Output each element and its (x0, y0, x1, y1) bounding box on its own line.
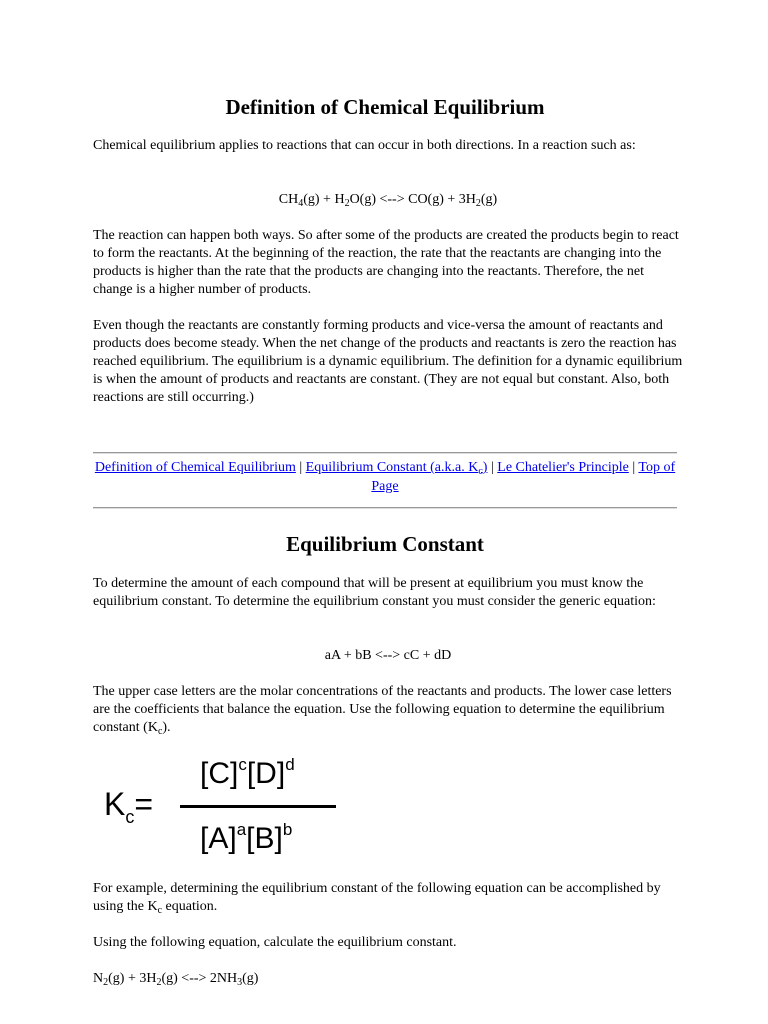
paragraph-text-end: equation. (162, 899, 218, 914)
denominator-term-b: [B] (246, 822, 283, 855)
paragraph-subscript: c (157, 726, 163, 737)
paragraph-text: For example, determining the equilibrium constant of the following equation can be accomplished by using the K (93, 881, 661, 914)
fraction-bar (180, 805, 336, 808)
section-title-definition: Definition of Chemical Equilibrium (225, 95, 545, 119)
example-paragraph (93, 880, 683, 916)
nav-link-text: Equilibrium Constant (a.k.a. K (305, 460, 479, 475)
intro-paragraph: Chemical equilibrium applies to reactions that can occur in both directions. In a reaction such as: (93, 138, 636, 153)
denominator-term-a: [A] (200, 822, 237, 855)
nav-top-divider (93, 452, 677, 454)
numerator-term-d: [D] (246, 757, 286, 790)
eq-subscript: 2 (156, 977, 162, 988)
section-nav (93, 458, 677, 496)
eq-part: CH (278, 192, 299, 207)
nav-link-definition[interactable]: Definition of Chemical Equilibrium (94, 460, 296, 475)
constant-intro-paragraph: To determine the amount of each compound that will be present at equilibrium you must know the equilibrium constant. To determine the equilibrium constant you must consider the generic equation: (93, 576, 656, 609)
paragraph-text-end: ). (162, 720, 171, 735)
kc-equals: = (134, 786, 154, 822)
exponent-d: d (285, 755, 295, 774)
nav-link-equilibrium-constant[interactable] (306, 460, 488, 475)
eq-subscript: 4 (298, 198, 304, 209)
exponent-b: b (282, 820, 293, 839)
section-title-equilibrium-constant: Equilibrium Constant (286, 532, 484, 556)
eq-subscript: 2 (475, 198, 481, 209)
nav-separator: | (490, 460, 494, 475)
nav-link-text-end: ) (482, 460, 488, 475)
eq-part: (g) + H (303, 192, 345, 207)
generic-equation: aA + bB <--> cC + dD (324, 648, 452, 663)
methane-equation (93, 191, 683, 209)
nav-link-top-of-page[interactable]: Top of Page (371, 460, 676, 494)
paragraph-subscript: c (157, 905, 163, 916)
kc-subscript: c (125, 807, 135, 827)
eq-subscript: 2 (344, 198, 350, 209)
nav-bottom-divider (93, 507, 677, 509)
nav-link-subscript: c (478, 466, 483, 477)
reaction-paragraph: The reaction can happen both ways. So after some of the products are created the products begin to react to form the reactants. At the beginning of the reaction, the rate that the reactants are changing into the products is higher than the rate that the products are changing into the reactants. Therefore, the net change is a higher number of products. (93, 228, 679, 297)
eq-part: (g) (242, 971, 259, 986)
kc-denominator (200, 820, 293, 855)
kc-numerator (200, 755, 295, 790)
kc-lhs (104, 786, 154, 827)
eq-part: (g) + 3H (108, 971, 157, 986)
concentration-paragraph (93, 683, 683, 737)
ammonia-equation (93, 970, 683, 988)
exponent-a: a (236, 820, 247, 839)
kc-symbol: K (104, 786, 126, 822)
eq-part: N (93, 971, 104, 986)
kc-formula (104, 757, 344, 857)
exponent-c: c (238, 755, 247, 774)
dynamic-equilibrium-paragraph: Even though the reactants are constantly forming products and vice-versa the amount of reactants and products does become steady. When the net change of the products and reactants is zero the reaction has reached equilibrium. The equilibrium is a dynamic equilibrium. The definition for a dynamic equilibrium is when the amount of products and reactants are constant. (They are not equal but constant. Also, both reactions are still occurring.) (93, 318, 683, 405)
eq-part: (g) <--> 2NH (161, 971, 238, 986)
eq-subscript: 2 (103, 977, 109, 988)
calculate-paragraph: Using the following equation, calculate the equilibrium constant. (93, 935, 457, 950)
nav-separator: | (632, 460, 636, 475)
eq-subscript: 3 (237, 977, 243, 988)
paragraph-text: The upper case letters are the molar concentrations of the reactants and products. The lower case letters are the coefficients that balance the equation. Use the following equation to determine the equilibrium constant (K (93, 684, 672, 735)
nav-link-le-chatelier[interactable]: Le Chatelier's Principle (497, 460, 629, 475)
numerator-term-c: [C] (200, 757, 239, 790)
eq-part: (g) (480, 192, 498, 207)
eq-part: O(g) <--> CO(g) + 3H (349, 192, 476, 207)
nav-separator: | (299, 460, 303, 475)
